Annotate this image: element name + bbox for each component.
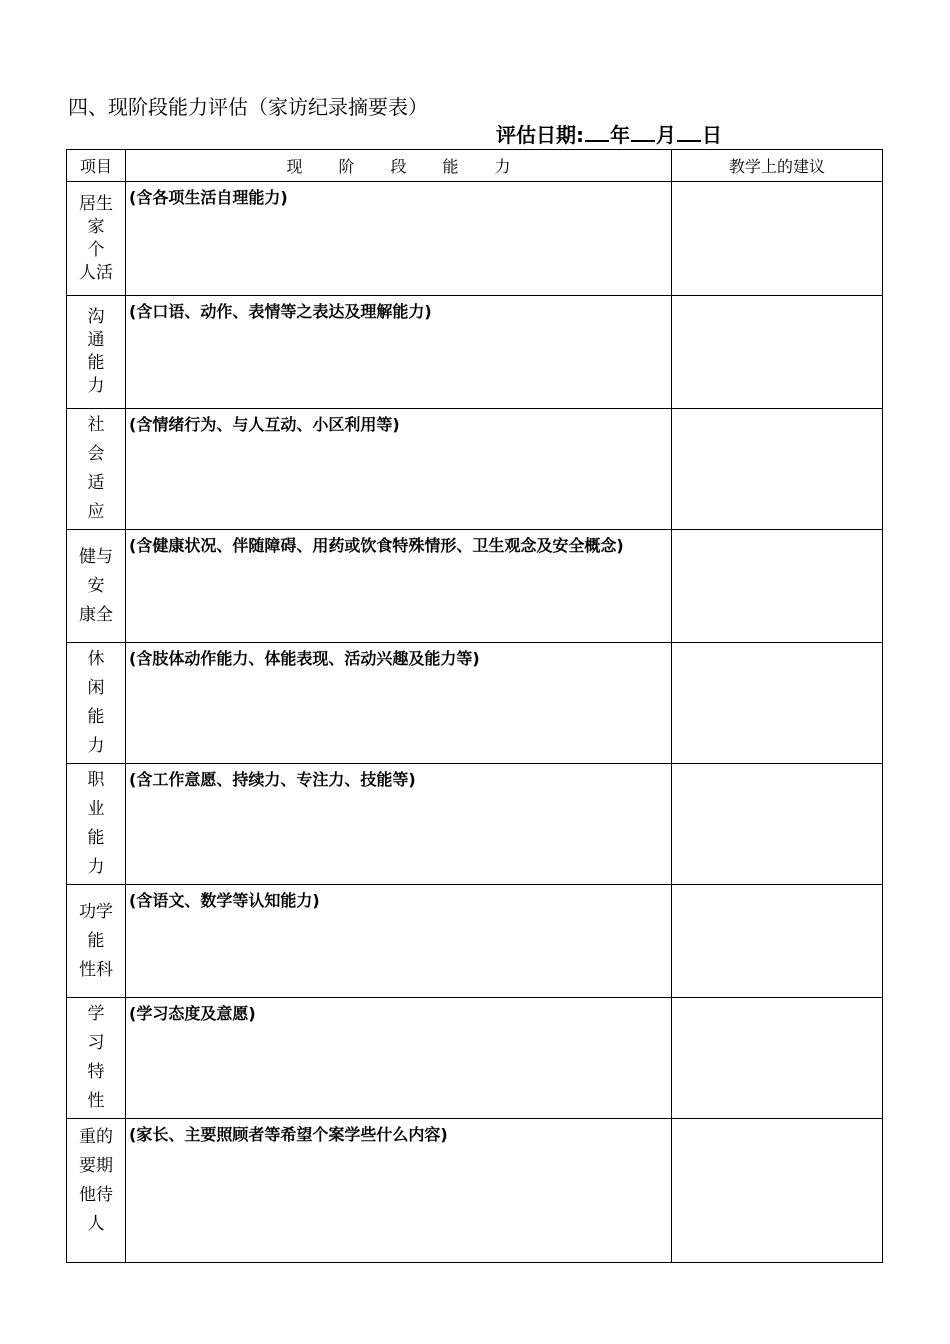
table-row [67,643,883,764]
row-content[interactable]: (含肢体动作能力、体能表现、活动兴趣及能力等) [126,643,672,764]
header-item: 项目 [67,150,126,182]
page-title: 四、现阶段能力评估（家访纪录摘要表） [68,95,428,119]
row-content[interactable]: (家长、主要照顾者等希望个案学些什么内容) [126,1119,672,1263]
table-header-row [67,150,883,182]
table-row [67,1119,883,1263]
row-item-learning-traits: 学 习 特 性 [67,998,126,1119]
row-advice-cell[interactable] [672,764,883,885]
row-content[interactable]: (含工作意愿、持续力、专注力、技能等) [126,764,672,885]
table-row [67,530,883,643]
row-content[interactable]: (含口语、动作、表情等之表达及理解能力) [126,296,672,409]
header-ability-char: 能 [442,157,459,176]
row-advice-cell[interactable] [672,998,883,1119]
assessment-date [496,120,722,150]
row-content[interactable]: (含各项生活自理能力) [126,182,672,296]
assessment-table [66,149,883,1263]
header-advice: 教学上的建议 [672,150,883,182]
row-content[interactable]: (学习态度及意愿) [126,998,672,1119]
header-ability-char: 力 [494,157,511,176]
month-label: 月 [656,123,676,147]
row-content[interactable]: (含健康状况、伴随障碍、用药或饮食特殊情形、卫生观念及安全概念) [126,530,672,643]
header-ability [126,150,672,182]
day-label: 日 [702,123,722,147]
row-item-communication: 沟 通 能 力 [67,296,126,409]
table-row [67,998,883,1119]
header-ability-char: 阶 [338,157,355,176]
date-label: 评估日期: [496,123,584,147]
row-advice-cell[interactable] [672,182,883,296]
row-advice-cell[interactable] [672,296,883,409]
header-ability-char: 现 [286,157,303,176]
table-row [67,764,883,885]
year-blank[interactable] [585,122,609,142]
table-row [67,885,883,998]
table-row [67,296,883,409]
row-advice-cell[interactable] [672,530,883,643]
row-content[interactable]: (含语文、数学等认知能力) [126,885,672,998]
row-item-health: 健与 安 康全 [67,530,126,643]
row-item-daily-living: 居生 家 个 人活 [67,182,126,296]
row-item-expectations: 重的 要期 他待 人 [67,1119,126,1263]
header-ability-char: 段 [390,157,407,176]
row-advice-cell[interactable] [672,1119,883,1263]
year-label: 年 [610,123,630,147]
row-advice-cell[interactable] [672,885,883,998]
row-item-social: 社 会 适 应 [67,409,126,530]
row-item-vocational: 职 业 能 力 [67,764,126,885]
row-content[interactable]: (含情绪行为、与人互动、小区利用等) [126,409,672,530]
table-row [67,182,883,296]
table-row [67,409,883,530]
month-blank[interactable] [631,122,655,142]
row-advice-cell[interactable] [672,409,883,530]
row-item-functional-academics: 功学 能 性科 [67,885,126,998]
row-advice-cell[interactable] [672,643,883,764]
row-item-leisure: 休 闲 能 力 [67,643,126,764]
day-blank[interactable] [677,122,701,142]
